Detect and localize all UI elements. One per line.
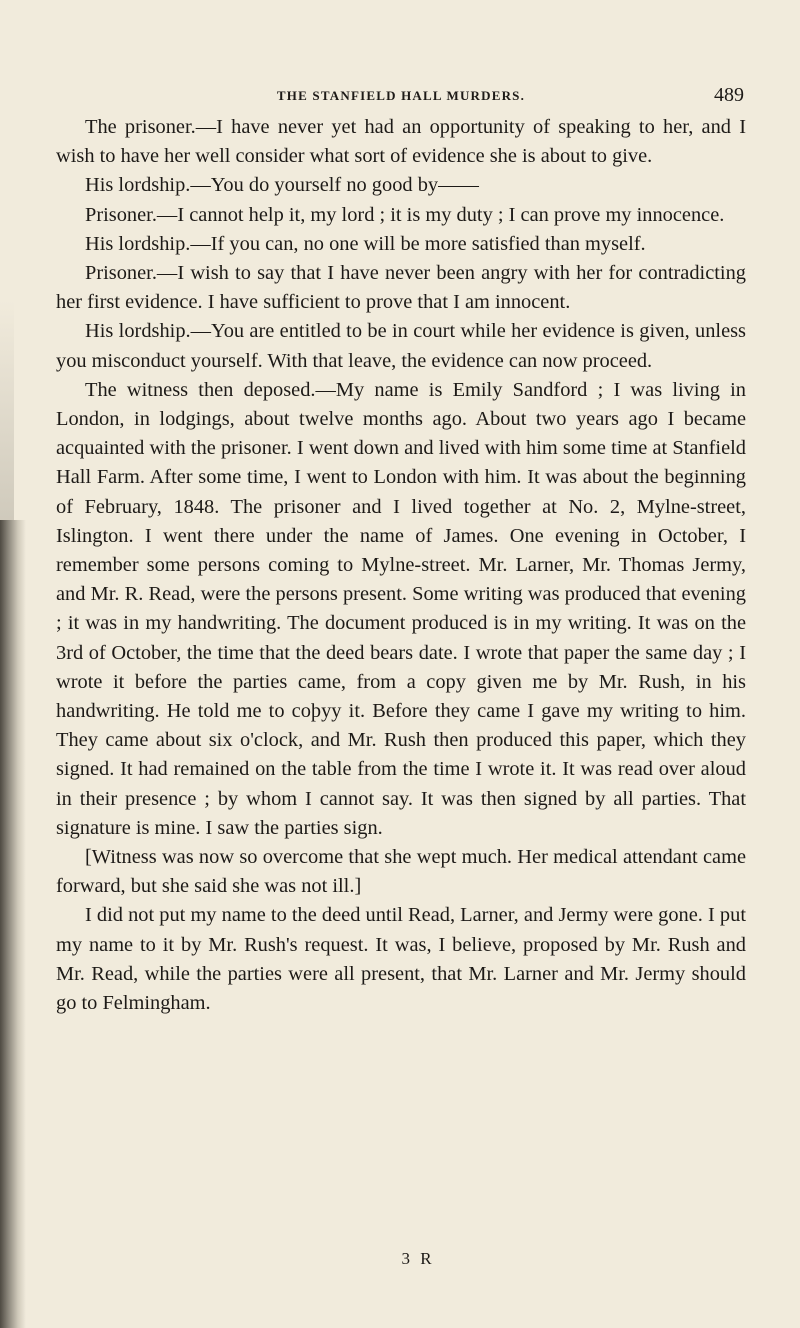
paragraph: His lordship.—If you can, no one will be more satisfied than myself. [85, 232, 646, 255]
paragraph: [Witness was now so overcome that she wept much. Her medical attendant came forward, but she said she was not ill.] [56, 846, 746, 898]
body-text [56, 113, 746, 1018]
page-number: 489 [714, 84, 744, 106]
paragraph: His lordship.—You do yourself no good by—— [85, 174, 479, 197]
signature-label: 3 R [401, 1249, 435, 1268]
page-header [56, 84, 746, 108]
page-edge-shade-top [0, 300, 14, 540]
page-edge-shade [0, 520, 26, 1328]
paragraph: I did not put my name to the deed until Read, Larner, and Jermy were gone. I put my name to it by Mr. Rush's request. It was, I believe, proposed by Mr. Rush and Mr. Read, while the parties were all present, that Mr. Larner and Mr. Jermy should go to Felmingham. [56, 904, 746, 1015]
paragraph: The witness then deposed.—My name is Emily Sandford ; I was living in London, in lodgings, about twelve months ago. About two years ago I became acquainted with the prisoner. I went down and lived with him some time at Stanfield Hall Farm. After some time, I went to London with him. It was about the beginning of February, 1848. The prisoner and I lived together at No. 2, Mylne-street, Islington. I went there under the name of James. One evening in October, I remember some persons coming to Mylne-street. Mr. Larner, Mr. Thomas Jermy, and Mr. R. Read, were the persons present. Some writing was produced that evening ; it was in my handwriting. The document produced is in my writing. It was on the 3rd of October, the time that the deed bears date. I wrote that paper the same day ; I wrote it before the parties came, from a copy given me by Mr. Rush, in his handwriting. He told me to coþyy it. Before they came I gave my writing to him. They came about six o'clock, and Mr. Rush then produced this paper, which they signed. It had remained on the table from the time I wrote it. It was read over aloud in their presence ; by whom I cannot say. It was then signed by all parties. That signature is mine. I saw the parties sign. [56, 378, 746, 839]
paragraph: His lordship.—You are entitled to be in court while her evidence is given, unless you misconduct yourself. With that leave, the evidence can now proceed. [56, 320, 746, 372]
paragraph: Prisoner.—I cannot help it, my lord ; it is my duty ; I can prove my innocence. [85, 203, 725, 226]
running-head: THE STANFIELD HALL MURDERS. [276, 88, 526, 103]
paragraph: Prisoner.—I wish to say that I have never been angry with her for contradicting her first evidence. I have sufficient to prove that I am innocent. [56, 262, 746, 314]
signature-mark [0, 1249, 800, 1269]
paragraph: The prisoner.—I have never yet had an opportunity of speaking to her, and I wish to have her well consider what sort of evidence she is about to give. [56, 116, 746, 168]
